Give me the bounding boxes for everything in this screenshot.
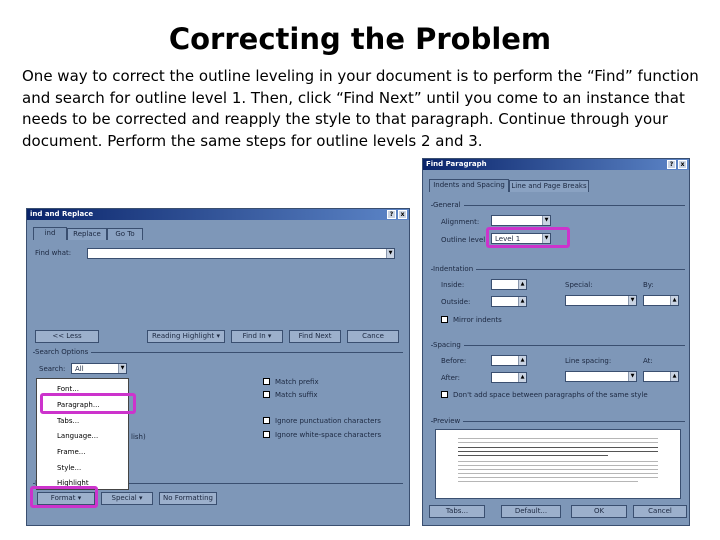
- find-next-button[interactable]: Find Next: [289, 330, 341, 343]
- paragraph-highlight-box: [40, 393, 136, 414]
- find-what-input[interactable]: [87, 248, 395, 259]
- help-icon[interactable]: ?: [667, 160, 676, 169]
- menu-item-language[interactable]: Language...: [57, 432, 99, 440]
- chevron-down-icon[interactable]: ▼: [118, 364, 126, 373]
- search-value: All: [75, 365, 84, 373]
- outside-input[interactable]: [491, 296, 527, 307]
- find-paragraph-dialog: [422, 158, 690, 526]
- menu-item-tabs[interactable]: Tabs...: [57, 417, 80, 425]
- search-label: Search:: [39, 365, 66, 373]
- chevron-down-icon[interactable]: ▼: [542, 216, 550, 225]
- spin-icon[interactable]: ▲: [518, 297, 526, 306]
- menu-item-frame[interactable]: Frame...: [57, 448, 86, 456]
- preview-line: [458, 455, 608, 456]
- before-label: Before:: [441, 357, 467, 365]
- partial-language-text: lish): [131, 433, 146, 441]
- after-label: After:: [441, 374, 461, 382]
- less-button[interactable]: << Less: [35, 330, 99, 343]
- preview-line: [458, 461, 658, 462]
- find-replace-titlebar: [27, 209, 409, 220]
- alignment-select[interactable]: [491, 215, 551, 226]
- special-select[interactable]: [565, 295, 637, 306]
- cancel-button[interactable]: Cancel: [633, 505, 687, 518]
- find-replace-title: ind and Replace: [30, 210, 94, 218]
- mirror-indents-label: Mirror indents: [453, 316, 502, 324]
- mirror-indents-checkbox[interactable]: [441, 316, 448, 323]
- menu-item-paragraph[interactable]: Paragraph...: [57, 401, 100, 409]
- preview-line: [458, 465, 658, 466]
- line-spacing-label: Line spacing:: [565, 357, 612, 365]
- preview-line: [458, 469, 658, 470]
- spacing-group: [431, 341, 685, 349]
- match-prefix-label: Match prefix: [275, 378, 319, 386]
- slide-body: One way to correct the outline leveling in your document is to perform the “Find” function and search for outline level 1. Then, click “Find Next” until you come to an instance that needs to be corrected and reapply the style to that paragraph. Continue through your document. Perform the same steps for outline levels 2 and 3.: [22, 67, 699, 150]
- tab-line-page-breaks[interactable]: Line and Page Breaks: [509, 180, 589, 192]
- preview-line: [458, 442, 658, 443]
- line-spacing-select[interactable]: [565, 371, 637, 382]
- reading-highlight-button[interactable]: Reading Highlight ▾: [147, 330, 225, 343]
- search-options-label: Search Options: [35, 348, 91, 356]
- match-suffix-label: Match suffix: [275, 391, 318, 399]
- spin-icon[interactable]: ▲: [670, 296, 678, 305]
- ignore-punctuation-checkbox[interactable]: [263, 417, 270, 424]
- preview-label: Preview: [433, 417, 463, 425]
- ignore-punctuation-label: Ignore punctuation characters: [275, 417, 381, 425]
- by-label: By:: [643, 281, 654, 289]
- menu-item-style[interactable]: Style...: [57, 464, 82, 472]
- format-button-highlight-box: [30, 486, 98, 508]
- match-suffix-checkbox[interactable]: [263, 391, 270, 398]
- general-label: General: [433, 201, 464, 209]
- preview-line: [458, 438, 658, 439]
- indentation-group: [431, 265, 685, 273]
- search-select[interactable]: [71, 363, 127, 374]
- find-in-button[interactable]: Find In ▾: [231, 330, 283, 343]
- dont-add-space-label: Don't add space between paragraphs of the same style: [453, 391, 648, 399]
- help-icon[interactable]: ?: [387, 210, 396, 219]
- ok-button[interactable]: OK: [571, 505, 627, 518]
- alignment-label: Alignment:: [441, 218, 480, 226]
- slide-title: Correcting the Problem: [168, 22, 552, 56]
- outline-level-label: Outline level:: [441, 236, 488, 244]
- tab-indents-spacing[interactable]: Indents and Spacing: [429, 179, 509, 192]
- default-button[interactable]: Default...: [501, 505, 561, 518]
- after-input[interactable]: [491, 372, 527, 383]
- before-input[interactable]: [491, 355, 527, 366]
- match-prefix-checkbox[interactable]: [263, 378, 270, 385]
- indentation-label: Indentation: [433, 265, 476, 273]
- preview-line: [458, 451, 658, 452]
- find-paragraph-title: Find Paragraph: [426, 160, 487, 168]
- inside-label: Inside:: [441, 281, 465, 289]
- tab-find[interactable]: ind: [33, 227, 67, 240]
- cancel-button[interactable]: Cance: [347, 330, 399, 343]
- spin-icon[interactable]: ▲: [670, 372, 678, 381]
- by-input[interactable]: [643, 295, 679, 306]
- close-icon[interactable]: x: [678, 160, 687, 169]
- spin-icon[interactable]: ▲: [518, 356, 526, 365]
- at-label: At:: [643, 357, 653, 365]
- preview-line: [458, 447, 658, 448]
- spin-icon[interactable]: ▲: [518, 280, 526, 289]
- close-icon[interactable]: x: [398, 210, 407, 219]
- chevron-down-icon[interactable]: ▼: [628, 296, 636, 305]
- chevron-down-icon[interactable]: ▼: [542, 234, 550, 243]
- special-label: Special:: [565, 281, 593, 289]
- outline-level-highlight-box: [486, 227, 570, 248]
- preview-line: [458, 473, 658, 474]
- menu-item-font[interactable]: Font...: [57, 385, 79, 393]
- preview-pane: [435, 429, 681, 499]
- outside-label: Outside:: [441, 298, 471, 306]
- special-button[interactable]: Special ▾: [101, 492, 153, 505]
- tab-replace[interactable]: Replace: [67, 228, 107, 240]
- preview-group: [431, 417, 685, 425]
- ignore-whitespace-label: Ignore white-space characters: [275, 431, 382, 439]
- spacing-label: Spacing: [433, 341, 464, 349]
- tab-goto[interactable]: Go To: [107, 228, 143, 240]
- menu-item-highlight[interactable]: Highlight: [57, 479, 89, 487]
- outline-level-value: Level 1: [495, 235, 521, 243]
- inside-input[interactable]: [491, 279, 527, 290]
- tabs-button[interactable]: Tabs...: [429, 505, 485, 518]
- search-options-group: [33, 348, 403, 356]
- spin-icon[interactable]: ▲: [518, 373, 526, 382]
- format-button[interactable]: Format ▾: [37, 492, 95, 505]
- ignore-whitespace-checkbox[interactable]: [263, 431, 270, 438]
- chevron-down-icon[interactable]: ▼: [386, 249, 394, 258]
- find-paragraph-titlebar: [423, 159, 689, 170]
- preview-line: [458, 481, 638, 482]
- at-input[interactable]: [643, 371, 679, 382]
- chevron-down-icon[interactable]: ▼: [628, 372, 636, 381]
- general-group: [431, 201, 685, 209]
- preview-line: [458, 477, 658, 478]
- dont-add-space-checkbox[interactable]: [441, 391, 448, 398]
- no-formatting-button[interactable]: No Formatting: [159, 492, 217, 505]
- find-what-label: Find what:: [35, 249, 72, 257]
